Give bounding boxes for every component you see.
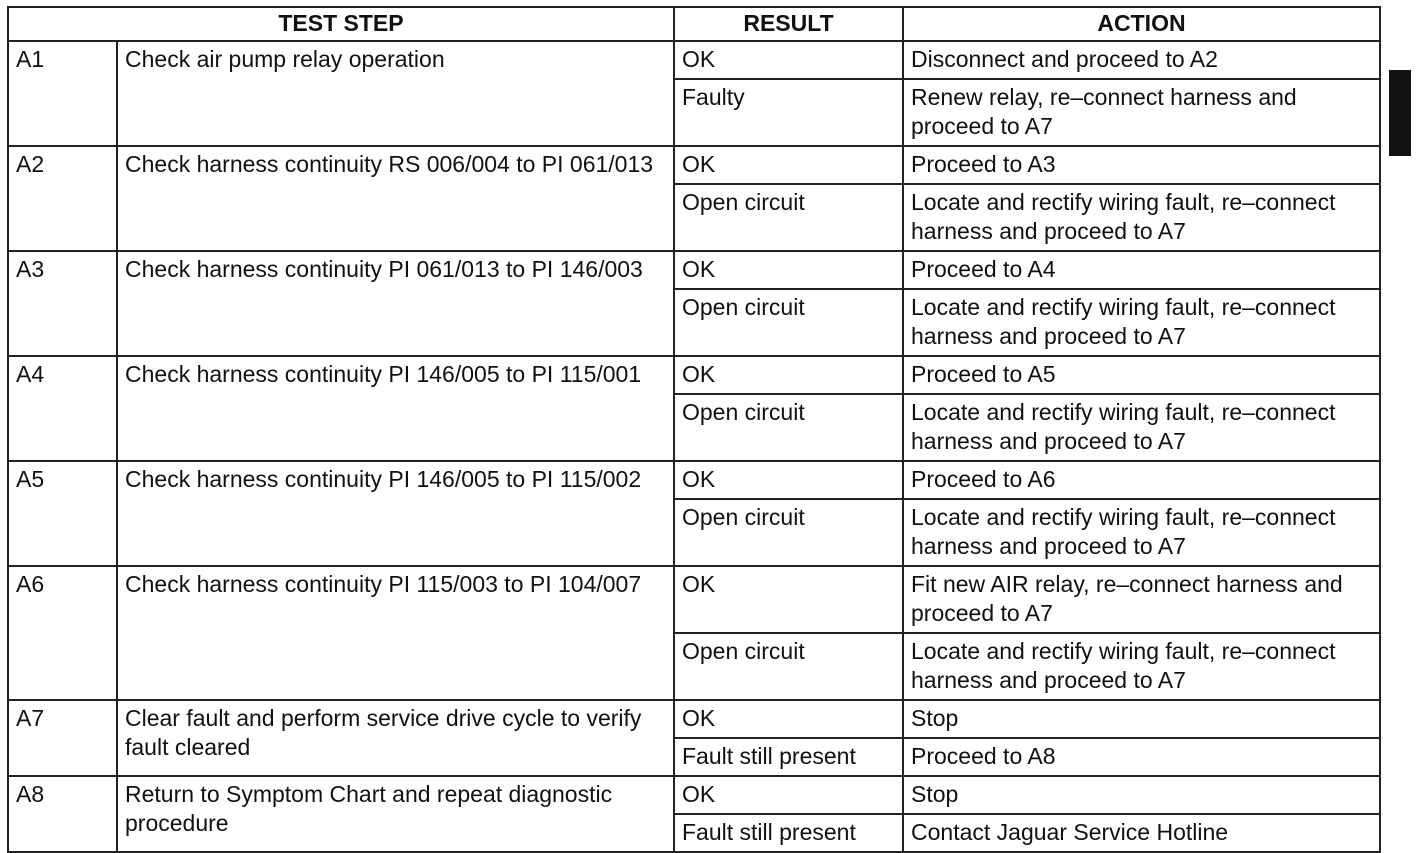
step-action: Proceed to A4: [903, 251, 1380, 289]
step-description: Check harness continuity RS 006/004 to PI 061/013: [117, 146, 674, 251]
table-row: [8, 461, 1380, 499]
step-result: Open circuit: [674, 289, 903, 356]
step-description: Clear fault and perform service drive cycle to verify fault cleared: [117, 700, 674, 776]
table-row: [8, 700, 1380, 738]
step-action: Proceed to A6: [903, 461, 1380, 499]
step-id: A4: [8, 356, 117, 461]
step-result: OK: [674, 356, 903, 394]
step-result: Faulty: [674, 79, 903, 146]
step-description: Return to Symptom Chart and repeat diagnostic procedure: [117, 776, 674, 852]
table-row: [8, 356, 1380, 394]
step-result: OK: [674, 461, 903, 499]
step-result: OK: [674, 146, 903, 184]
table-row: [8, 776, 1380, 814]
step-action: Proceed to A3: [903, 146, 1380, 184]
step-id: A6: [8, 566, 117, 700]
step-action: Disconnect and proceed to A2: [903, 41, 1380, 79]
step-id: A2: [8, 146, 117, 251]
header-action: ACTION: [903, 7, 1380, 41]
step-result: OK: [674, 700, 903, 738]
table-row: [8, 146, 1380, 184]
step-action: Renew relay, re–connect harness and proceed to A7: [903, 79, 1380, 146]
table-row: [8, 566, 1380, 633]
step-result: OK: [674, 251, 903, 289]
step-description: Check harness continuity PI 146/005 to PI 115/001: [117, 356, 674, 461]
step-id: A5: [8, 461, 117, 566]
step-id: A7: [8, 700, 117, 776]
step-id: A1: [8, 41, 117, 146]
step-result: OK: [674, 41, 903, 79]
step-result: OK: [674, 776, 903, 814]
step-action: Proceed to A8: [903, 738, 1380, 776]
step-result: Open circuit: [674, 499, 903, 566]
step-id: A3: [8, 251, 117, 356]
step-action: Locate and rectify wiring fault, re–connect harness and proceed to A7: [903, 289, 1380, 356]
step-result: Open circuit: [674, 184, 903, 251]
step-result: OK: [674, 566, 903, 633]
step-description: Check harness continuity PI 061/013 to PI 146/003: [117, 251, 674, 356]
step-action: Locate and rectify wiring fault, re–connect harness and proceed to A7: [903, 499, 1380, 566]
step-action: Contact Jaguar Service Hotline: [903, 814, 1380, 852]
step-description: Check air pump relay operation: [117, 41, 674, 146]
step-id: A8: [8, 776, 117, 852]
step-action: Locate and rectify wiring fault, re–connect harness and proceed to A7: [903, 394, 1380, 461]
step-description: Check harness continuity PI 115/003 to PI 104/007: [117, 566, 674, 700]
table-row: [8, 41, 1380, 79]
section-tab-marker: [1389, 70, 1411, 156]
diagnostic-table: [7, 6, 1381, 853]
step-action: Locate and rectify wiring fault, re–connect harness and proceed to A7: [903, 633, 1380, 700]
step-result: Fault still present: [674, 814, 903, 852]
step-action: Fit new AIR relay, re–connect harness and proceed to A7: [903, 566, 1380, 633]
step-result: Open circuit: [674, 633, 903, 700]
header-test-step: TEST STEP: [8, 7, 674, 41]
step-action: Stop: [903, 700, 1380, 738]
step-result: Fault still present: [674, 738, 903, 776]
step-action: Proceed to A5: [903, 356, 1380, 394]
table-row: [8, 251, 1380, 289]
header-result: RESULT: [674, 7, 903, 41]
step-description: Check harness continuity PI 146/005 to PI 115/002: [117, 461, 674, 566]
step-action: Stop: [903, 776, 1380, 814]
table-header-row: [8, 7, 1380, 41]
step-action: Locate and rectify wiring fault, re–connect harness and proceed to A7: [903, 184, 1380, 251]
step-result: Open circuit: [674, 394, 903, 461]
